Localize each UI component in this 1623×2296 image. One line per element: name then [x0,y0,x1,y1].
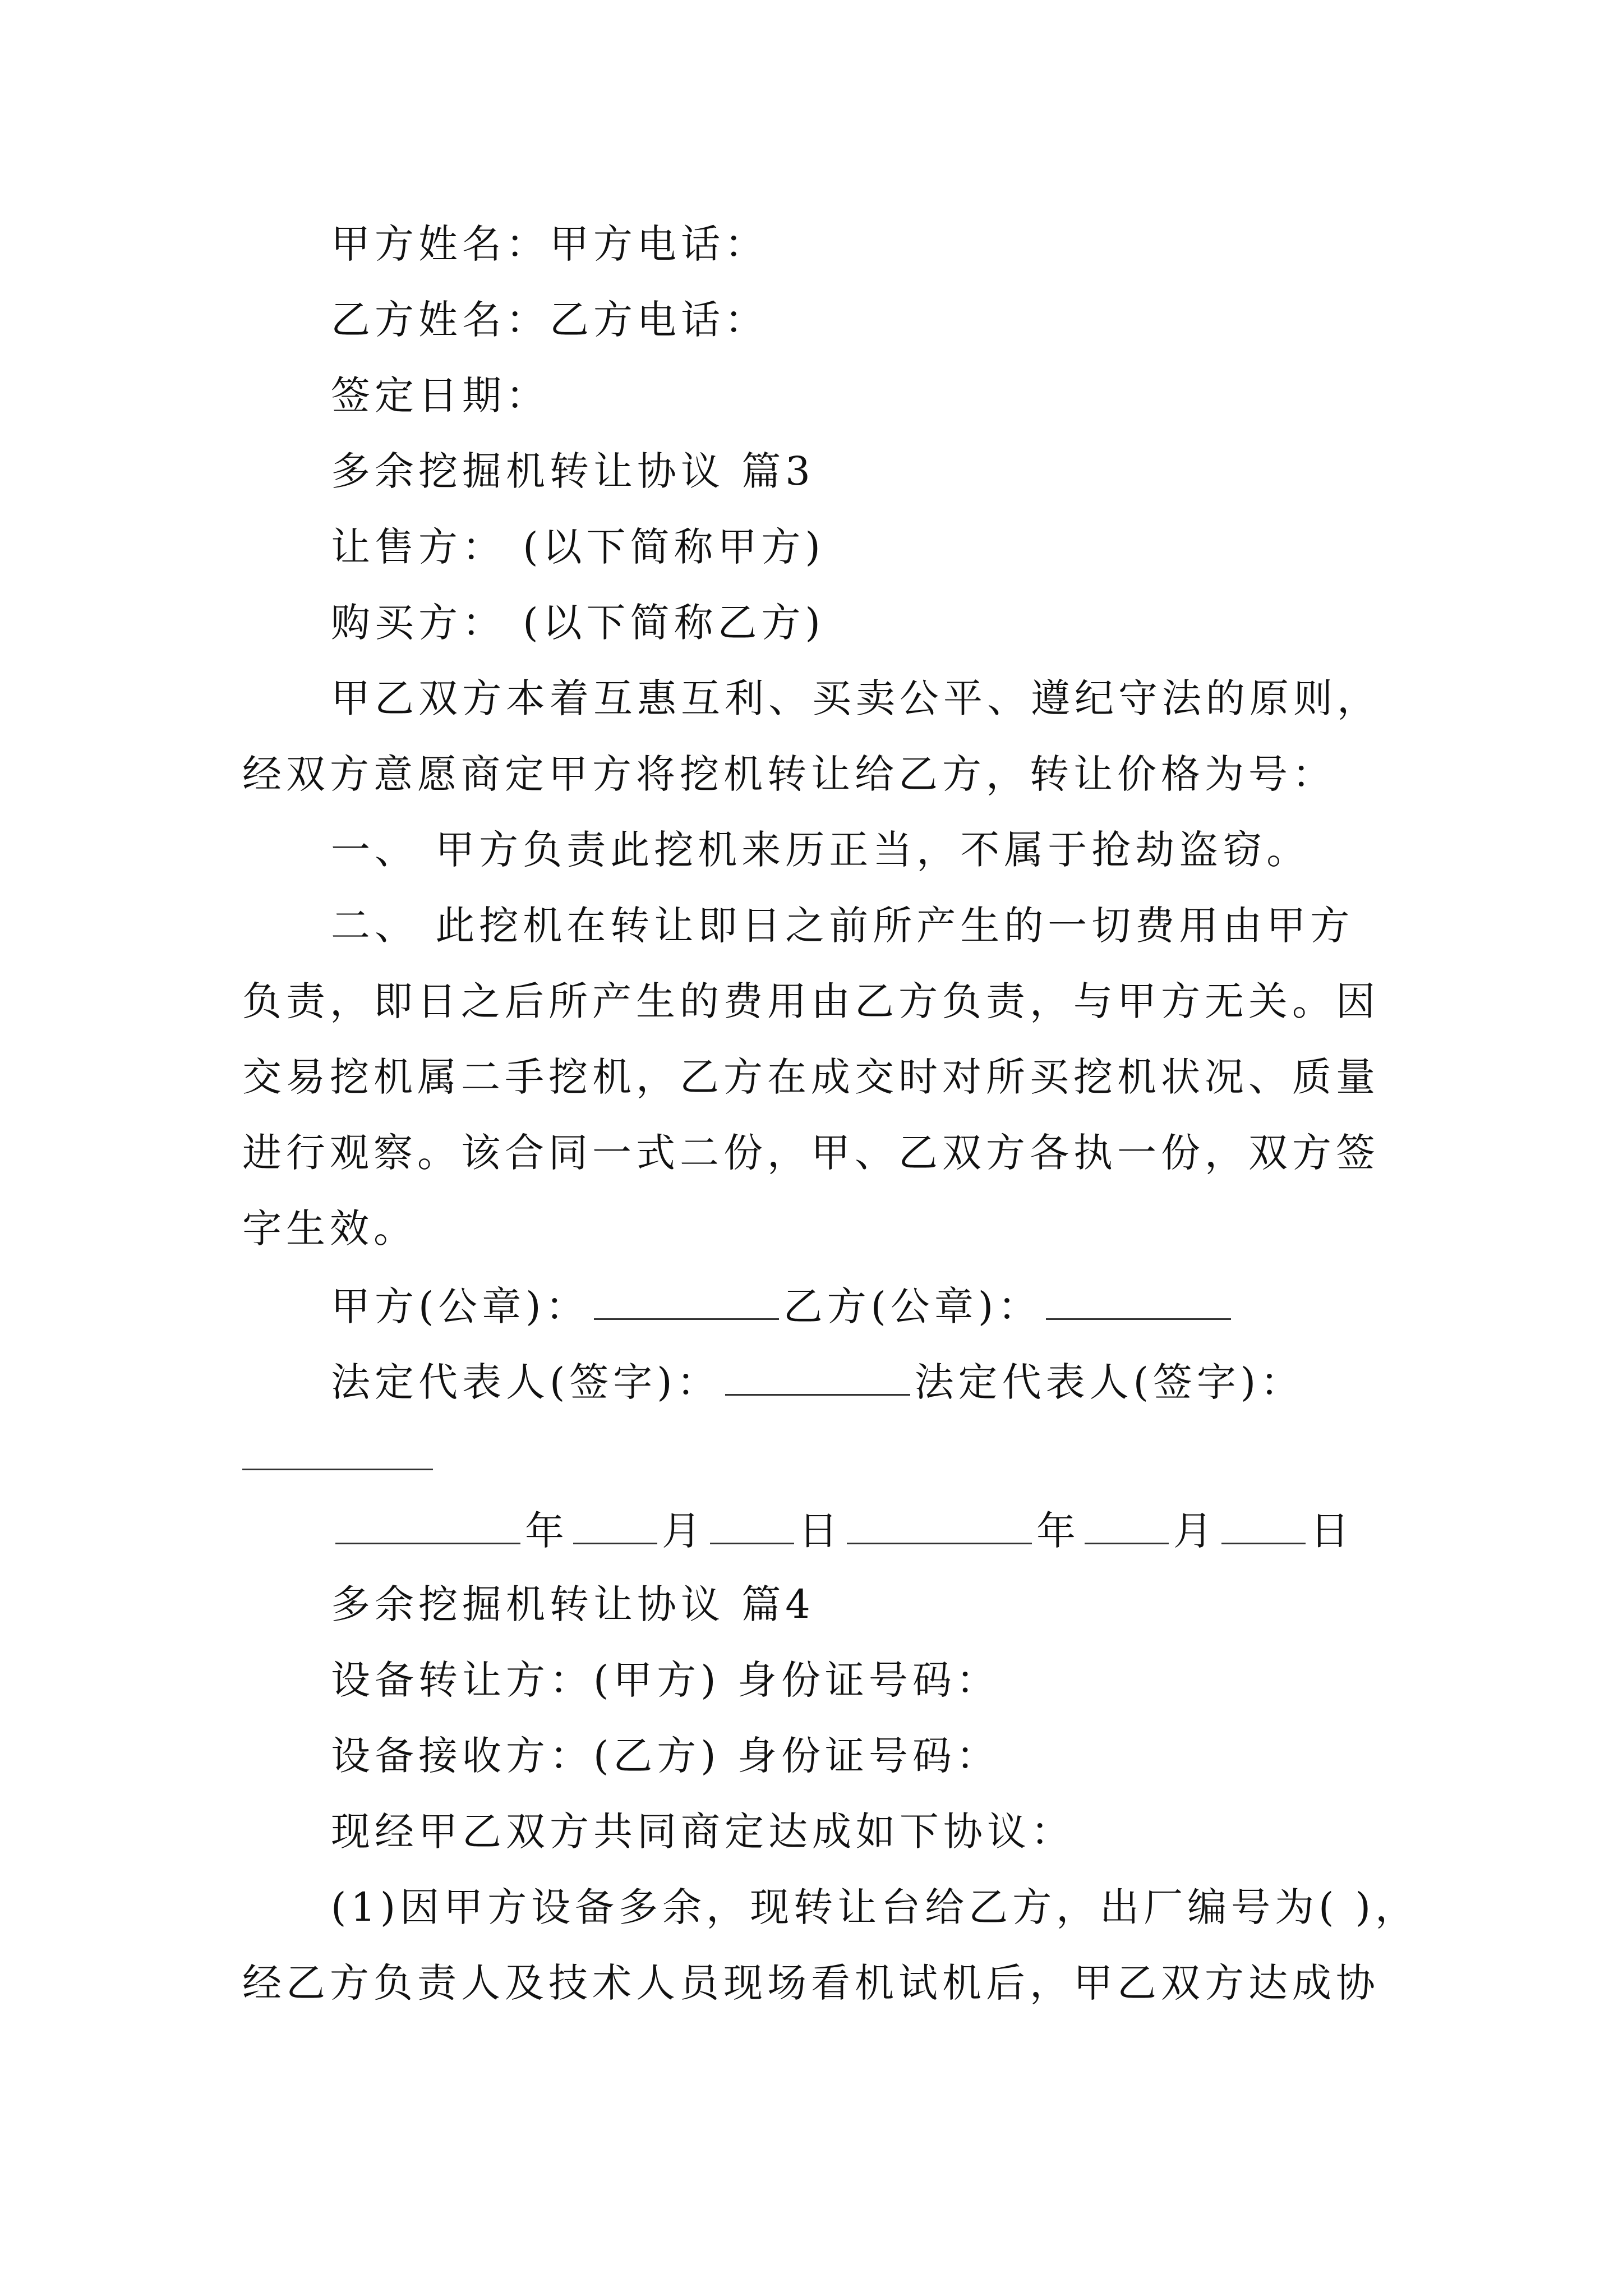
seller-line: 让售方： (以下简称甲方) [331,524,825,570]
month-b-label: 月 [1173,1508,1217,1554]
receiver-line: 设备接收方：(乙方) 身份证号码： [331,1733,1000,1779]
rep-a-label: 法定代表人(签字)： [331,1359,721,1405]
clause2-line2: 负责，即日之后所产生的费用由乙方负责，与甲方无关。因 [242,978,1380,1024]
rep-b-label: 法定代表人(签字)： [914,1359,1304,1405]
day-b-blank [1221,1503,1306,1544]
clause1: 一、 甲方负责此挖机来历正当，不属于抢劫盗窃。 [331,827,1311,873]
seal-a-blank [594,1279,779,1320]
seal-b-blank [1046,1279,1231,1320]
agreement-intro: 现经甲乙双方共同商定达成如下协议： [331,1809,1075,1855]
year-a-blank [335,1503,520,1544]
month-a-blank [573,1503,657,1544]
month-b-blank [1085,1503,1169,1544]
para1-line1: 甲乙双方本着互惠互利、买卖公平、遵纪守法的原则， [331,675,1381,721]
day-a-label: 日 [799,1508,842,1554]
day-a-blank [710,1503,794,1544]
year-b-blank [847,1503,1032,1544]
section4-title: 多余挖掘机转让协议 篇4 [331,1581,815,1627]
date-line [331,1503,1509,1556]
clause2-line3: 交易挖机属二手挖机，乙方在成交时对所买挖机状况、质量 [242,1054,1380,1100]
rep-a-blank [725,1355,910,1396]
clause2-line5: 字生效。 [242,1205,417,1251]
buyer-line: 购买方： (以下简称乙方) [331,600,825,646]
seal-line [331,1279,1509,1332]
party-b-name-phone: 乙方姓名：乙方电话： [331,297,768,343]
representative-line [331,1355,1509,1407]
seal-b-label: 乙方(公章)： [783,1283,1042,1329]
year-b-label: 年 [1036,1508,1080,1554]
month-a-label: 月 [662,1508,706,1554]
item1-line2: 经乙方负责人及技术人员现场看机试机后，甲乙双方达成协 [242,1960,1380,2006]
year-a-label: 年 [525,1508,569,1554]
rep-b-blank [242,1469,433,1470]
day-b-label: 日 [1310,1508,1354,1554]
section3-title: 多余挖掘机转让协议 篇3 [331,448,815,494]
seal-a-label: 甲方(公章)： [331,1283,589,1329]
transferor-line: 设备转让方：(甲方) 身份证号码： [331,1657,1000,1703]
clause2-line4: 进行观察。该合同一式二份，甲、乙双方各执一份，双方签 [242,1130,1380,1176]
item1-line1: (1)因甲方设备多余，现转让台给乙方，出厂编号为( )， [331,1884,1419,1930]
sign-date: 签定日期： [331,372,550,418]
clause2-line1: 二、 此挖机在转让即日之前所产生的一切费用由甲方 [331,903,1354,949]
para1-line2: 经双方意愿商定甲方将挖机转让给乙方，转让价格为号： [242,751,1336,797]
party-a-name-phone: 甲方姓名：甲方电话： [331,221,768,267]
